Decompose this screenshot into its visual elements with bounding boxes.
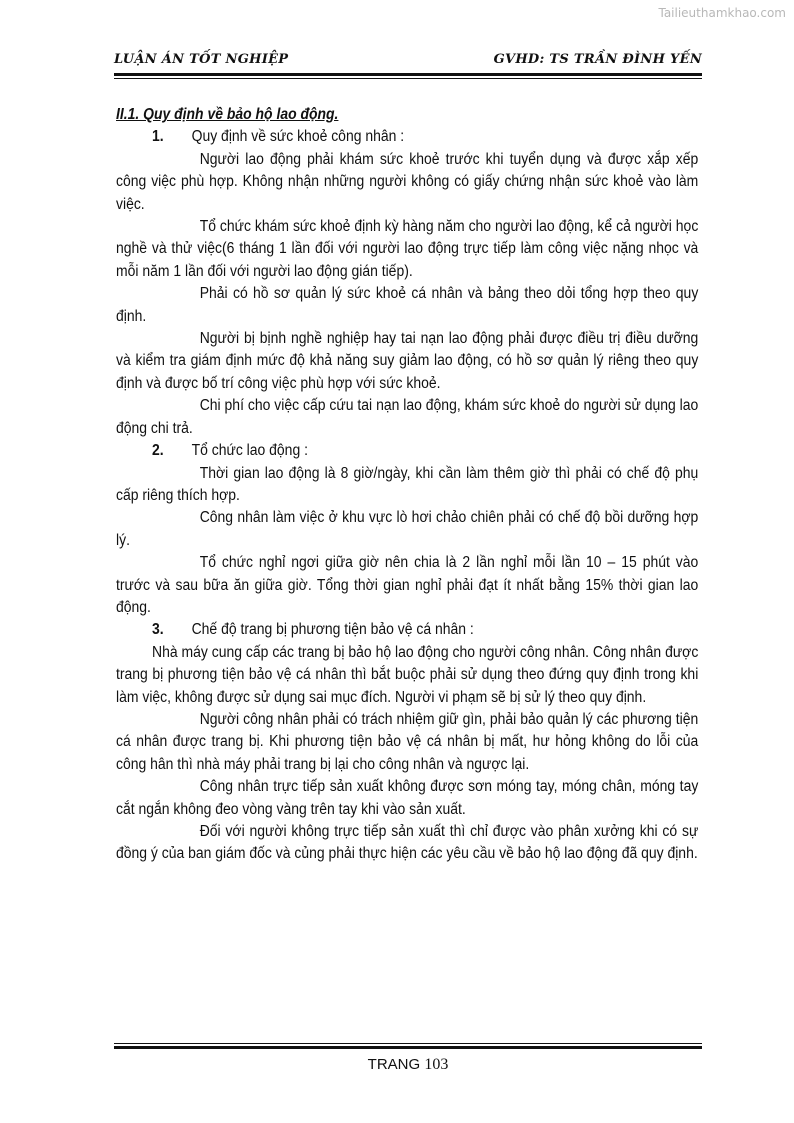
paragraph: Người lao động phải khám sức khoẻ trước khi tuyển dụng và được xắp xếp công việc phù hợp. Không nhận những người không có giấy chứng nhận sức khoẻ vào làm việc. xyxy=(116,150,699,213)
thesis-title: LUẬN ÁN TỐT NGHIỆP xyxy=(114,52,289,67)
page-header xyxy=(114,52,702,72)
item-heading-text: Tổ chức lao động : xyxy=(191,442,308,460)
item-heading-text: Quy định về sức khoẻ công nhân : xyxy=(191,128,405,146)
paragraph: Người công nhân phải có trách nhiệm giữ gìn, phải bảo quản lý các phương tiện cá nhân được trang bị. Khi phương tiện bảo vệ cá nhân bị mất, hư hỏng không do lỗi của công hân thì nhà máy phải trang bị lại cho công nhân và ngược lại. xyxy=(116,710,699,773)
paragraph: Người bị bịnh nghề nghiệp hay tai nạn lao động phải được điều trị điều dưỡng và kiểm tra giám định mức độ khả năng suy giảm lao động, có hồ sơ quản lý riêng theo quy định và được bố trí công việc phù hợp với sức khoẻ. xyxy=(116,330,699,392)
paragraph: Phải có hồ sơ quản lý sức khoẻ cá nhân và bảng theo dỏi tổng hợp theo quy định. xyxy=(116,285,699,325)
paragraph: Công nhân trực tiếp sản xuất không được sơn móng tay, móng chân, móng tay cắt ngắn không đeo vòng vàng trên tay khi vào sản xuất. xyxy=(116,778,699,818)
watermark: Tailieuthamkhao.com xyxy=(658,6,786,20)
paragraph: Thời gian lao động là 8 giờ/ngày, khi cần làm thêm giờ thì phải có chế độ phụ cấp riêng thích hợp. xyxy=(116,464,699,504)
paragraph: Nhà máy cung cấp các trang bị bảo hộ lao động cho người công nhân. Công nhân được trang bị phương tiện bảo vệ cá nhân thì bắt buộc phải sử dụng theo đứng quy định trong khi làm việc, không được sử dụng sai mục đích. Người vi phạm sẽ bị sử lý theo quy định. xyxy=(116,643,699,706)
header-rule-thick xyxy=(114,73,702,76)
item-number: 1. xyxy=(152,128,164,146)
page-footer xyxy=(114,1056,702,1074)
item-heading-2 xyxy=(116,440,734,462)
advisor-name: GVHD: TS TRẦN ĐÌNH YẾN xyxy=(493,52,702,67)
paragraph: Tổ chức nghỉ ngơi giữa giờ nên chia là 2 lần nghỉ mỗi lần 10 – 15 phút vào trước và sau bữa ăn giữa giờ. Tổng thời gian nghỉ phải đạt ít nhất bằng 15% thời gian lao động. xyxy=(116,554,699,616)
paragraph: Công nhân làm việc ở khu vực lò hơi chảo chiên phải có chế độ bồi dưỡng hợp lý. xyxy=(116,509,699,549)
paragraph: Chi phí cho việc cấp cứu tai nạn lao động, khám sức khoẻ do người sử dụng lao động chi trả. xyxy=(116,397,699,437)
section-title: II.1. Quy định về bảo hộ lao động. xyxy=(116,106,339,123)
item-number: 3. xyxy=(152,621,164,639)
paragraph: Tổ chức khám sức khoẻ định kỳ hàng năm cho người lao động, kể cả người học nghề và thử việc(6 tháng 1 lần đối với người lao động trực tiếp làm công việc nặng nhọc và mỗi năm 1 lần đối với người lao động gián tiếp). xyxy=(116,218,699,280)
footer-rule-thick xyxy=(114,1046,702,1049)
item-number: 2. xyxy=(152,442,164,460)
item-heading-1 xyxy=(116,126,734,148)
item-heading-text: Chế độ trang bị phương tiện bảo vệ cá nhân : xyxy=(191,621,474,639)
header-rule-thin xyxy=(114,78,702,79)
footer-rule-thin xyxy=(114,1043,702,1044)
item-heading-3 xyxy=(116,619,734,641)
page-body xyxy=(116,104,699,866)
page-label: TRANG xyxy=(367,1056,421,1073)
page-number: 103 xyxy=(424,1056,449,1073)
paragraph: Đối với người không trực tiếp sản xuất thì chỉ được vào phân xưởng khi có sự đồng ý của ban giám đốc và củng phải thực hiện các yêu cầu về bảo hộ lao động đã quy định. xyxy=(116,823,699,863)
